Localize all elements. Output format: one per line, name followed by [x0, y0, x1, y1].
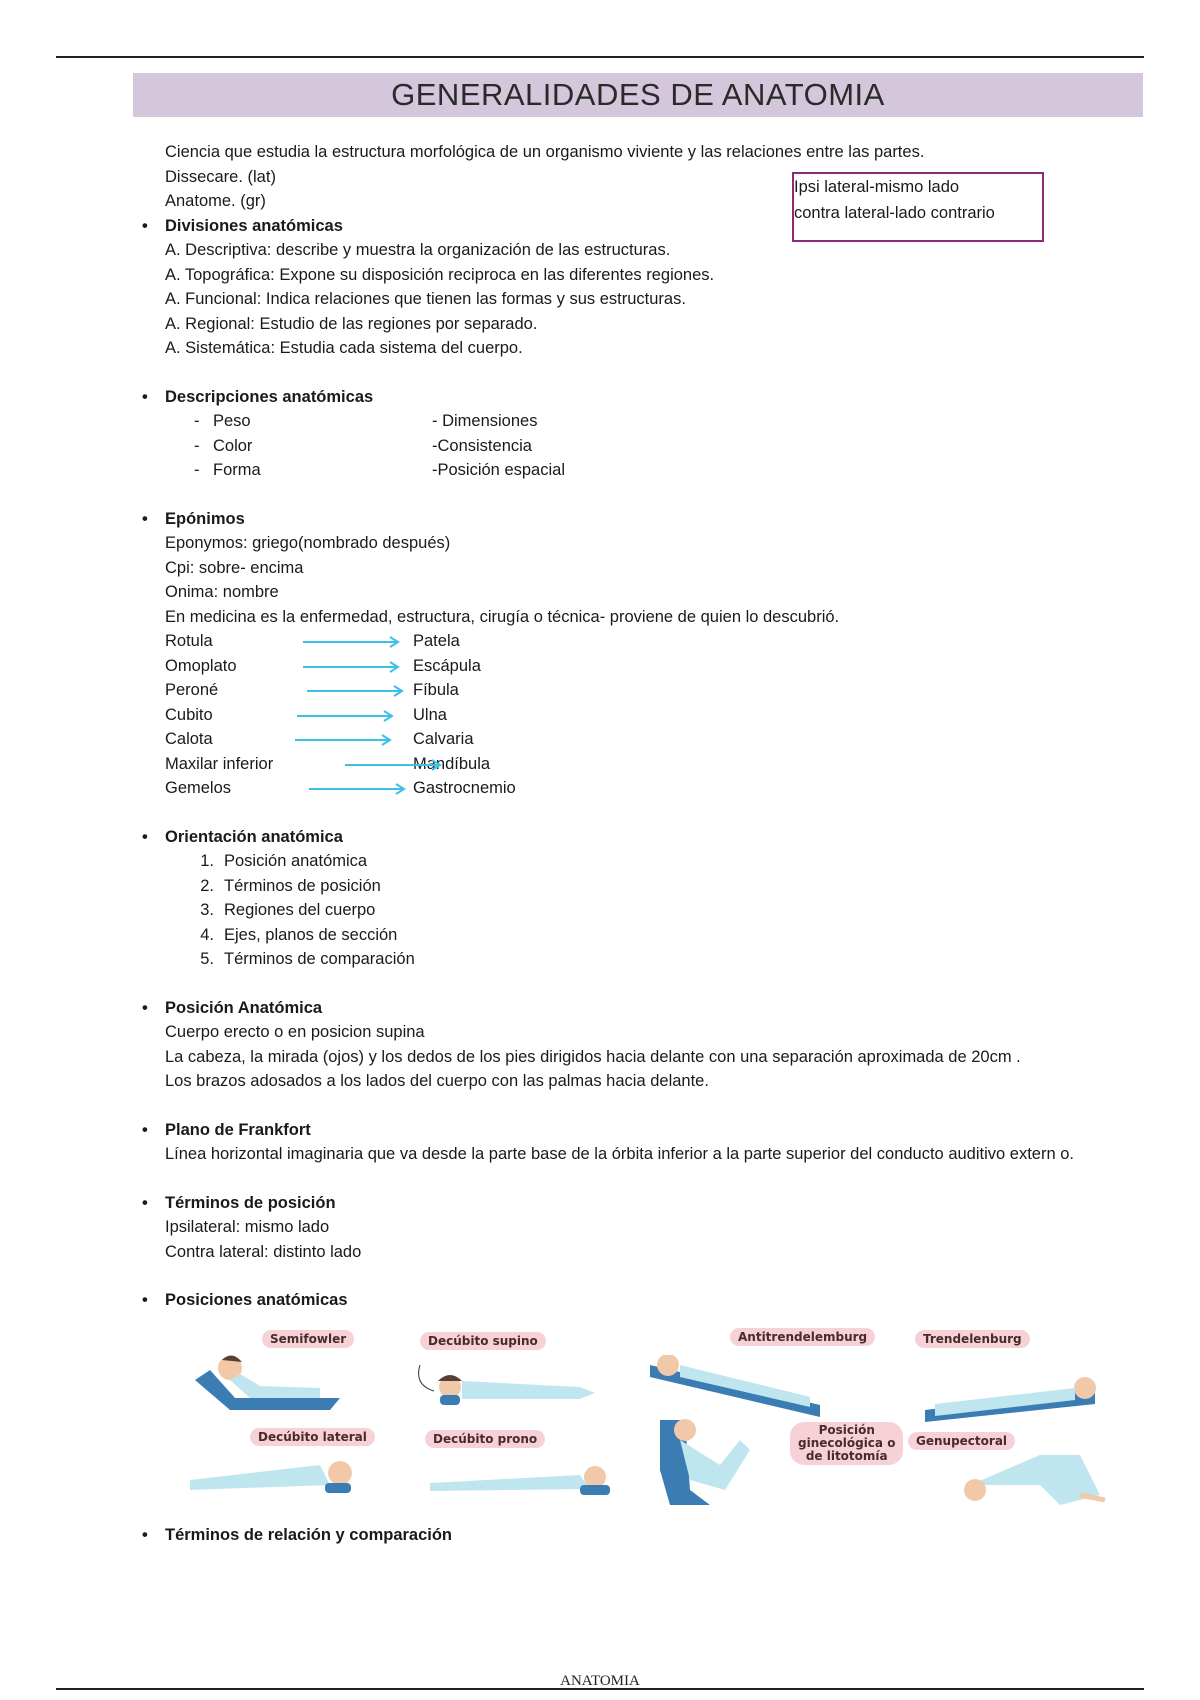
arrow-right-icon	[295, 727, 405, 751]
ginecologica-figure-icon	[650, 1410, 770, 1510]
arrow-right-icon	[345, 752, 455, 776]
decubito-supino-figure-icon	[410, 1355, 610, 1415]
section-heading-posiciones: • Posiciones anatómicas	[165, 1288, 1185, 1313]
eponimo-pair-row	[165, 678, 1185, 703]
orientation-number: 4.	[200, 925, 214, 944]
eponimo-technical-name: Patela	[413, 632, 460, 650]
orientation-number: 5.	[200, 950, 214, 968]
eponimo-technical-name: Escápula	[413, 656, 481, 675]
section-heading-orientacion: • Orientación anatómica	[165, 825, 1185, 850]
orientation-list	[165, 849, 1185, 972]
arrow-right-icon	[307, 678, 417, 702]
section-heading-relacion: • Términos de relación y comparación	[165, 1523, 1185, 1548]
tag-trendelenburg: Trendelenburg	[915, 1330, 1030, 1348]
terminos-line: Contra lateral: distinto lado	[165, 1242, 362, 1261]
tag-ginecologica	[790, 1422, 903, 1465]
page-title-text: GENERALIDADES DE ANATOMIA	[391, 77, 885, 112]
eponimo-pair-row	[165, 629, 1185, 654]
description-right: - Dimensiones	[432, 412, 538, 430]
section-heading-frankfort: • Plano de Frankfort	[165, 1118, 1185, 1143]
eponimo-common-name: Maxilar inferior	[165, 754, 274, 773]
tag-semifowler: Semifowler	[262, 1330, 354, 1348]
intro-line: Ciencia que estudia la estructura morfológica de un organismo viviente y las relaciones entre las partes.	[165, 143, 925, 161]
decubito-prono-figure-icon	[420, 1445, 620, 1505]
tag-antitrendelemburg: Antitrendelemburg	[730, 1328, 875, 1346]
arrow-right-icon	[303, 654, 413, 678]
description-left: Forma	[213, 461, 261, 479]
division-item: A. Topográfica: Expone su disposición reciproca en las diferentes regiones.	[165, 265, 715, 284]
tag-genupectoral: Genupectoral	[908, 1432, 1015, 1450]
division-item: A. Descriptiva: describe y muestra la organización de las estructuras.	[165, 241, 671, 259]
decubito-lateral-figure-icon	[180, 1445, 370, 1505]
eponimo-line: Cpi: sobre- encima	[165, 558, 304, 577]
description-row	[165, 409, 1185, 434]
tag-decubito-prono: Decúbito prono	[425, 1430, 545, 1448]
eponimo-pair-row	[165, 752, 1185, 777]
page-title	[133, 73, 1143, 117]
posicion-line: Cuerpo erecto o en posicion supina	[165, 1023, 425, 1041]
orientation-label: Ejes, planos de sección	[224, 925, 398, 944]
page-footer: ANATOMIA	[560, 1673, 640, 1689]
eponimo-line: En medicina es la enfermedad, estructura, cirugía o técnica- proviene de quien lo descubrió.	[165, 607, 840, 626]
arrow-right-icon	[303, 629, 413, 653]
eponimo-common-name: Rotula	[165, 632, 213, 650]
eponimo-pair-row	[165, 654, 1185, 679]
division-item: A. Funcional: Indica relaciones que tienen las formas y sus estructuras.	[165, 290, 686, 308]
division-item: A. Sistemática: Estudia cada sistema del cuerpo.	[165, 339, 523, 357]
eponimo-common-name: Cubito	[165, 705, 213, 724]
section-heading-eponimos: • Epónimos	[165, 507, 1185, 532]
eponimo-line: Eponymos: griego(nombrado después)	[165, 534, 451, 552]
eponimo-technical-name: Calvaria	[413, 730, 474, 748]
description-row	[165, 434, 1185, 459]
eponimo-line: Onima: nombre	[165, 583, 279, 601]
description-right: -Consistencia	[432, 436, 532, 455]
tag-ginecologica-line: Posición	[818, 1423, 875, 1437]
orientation-label: Posición anatómica	[224, 852, 368, 870]
eponimo-pair-row	[165, 703, 1185, 728]
orientation-item	[165, 874, 1185, 899]
trendelenburg-figure-icon	[915, 1360, 1105, 1430]
eponimo-common-name: Gemelos	[165, 779, 232, 797]
orientation-label: Términos de comparación	[224, 950, 415, 968]
section-heading-terminos: • Términos de posición	[165, 1191, 1185, 1216]
orientation-item	[165, 923, 1185, 948]
relacion-section	[165, 1523, 1185, 1548]
bottom-rule	[56, 1688, 1144, 1690]
lateral-note-line: Ipsi lateral-mismo lado	[794, 178, 960, 196]
arrow-right-icon	[309, 776, 419, 800]
eponimo-common-name: Omoplato	[165, 656, 237, 675]
orientation-number: 3.	[200, 901, 214, 919]
eponimo-pair-row	[165, 727, 1185, 752]
positions-illustration	[170, 1330, 1130, 1520]
lateral-note-line: contra lateral-lado contrario	[794, 204, 995, 222]
eponimo-technical-name: Mandíbula	[413, 754, 491, 773]
tag-ginecologica-line: de litotomía	[805, 1449, 888, 1463]
tag-ginecologica-line: ginecológica o	[798, 1436, 896, 1450]
document-body	[165, 140, 1185, 1313]
intro-line: Anatome. (gr)	[165, 192, 266, 210]
arrow-right-icon	[297, 703, 407, 727]
eponimo-pairs	[165, 629, 1185, 801]
description-row	[165, 458, 1185, 483]
top-rule	[56, 56, 1144, 58]
description-right: -Posición espacial	[432, 461, 565, 479]
eponimo-technical-name: Gastrocnemio	[413, 779, 516, 797]
terminos-line: Ipsilateral: mismo lado	[165, 1218, 330, 1236]
orientation-label: Regiones del cuerpo	[224, 901, 376, 919]
orientation-number: 1.	[200, 852, 214, 870]
posicion-line: Los brazos adosados a los lados del cuerpo con las palmas hacia delante.	[165, 1072, 709, 1090]
tag-decubito-supino: Decúbito supino	[420, 1332, 546, 1350]
section-heading-divisiones: • Divisiones anatómicas	[165, 214, 1185, 239]
orientation-item	[165, 849, 1185, 874]
orientation-item	[165, 898, 1185, 923]
description-left: Peso	[213, 412, 251, 430]
frankfort-line: Línea horizontal imaginaria que va desde la parte base de la órbita inferior a la parte superior del conducto auditivo extern o.	[165, 1145, 1074, 1163]
orientation-number: 2.	[200, 876, 214, 895]
division-item: A. Regional: Estudio de las regiones por separado.	[165, 314, 538, 333]
tag-decubito-lateral: Decúbito lateral	[250, 1428, 375, 1446]
orientation-label: Términos de posición	[224, 876, 381, 895]
orientation-item	[165, 947, 1185, 972]
intro-line: Dissecare. (lat)	[165, 167, 276, 186]
description-left: Color	[213, 436, 253, 455]
semifowler-figure-icon	[190, 1340, 360, 1420]
eponimo-pair-row	[165, 776, 1185, 801]
section-heading-posicion: • Posición Anatómica	[165, 996, 1185, 1021]
posicion-line: La cabeza, la mirada (ojos) y los dedos de los pies dirigidos hacia delante con una separación aproximada de 20cm .	[165, 1047, 1021, 1066]
eponimo-technical-name: Fíbula	[413, 681, 459, 699]
eponimo-common-name: Calota	[165, 730, 213, 748]
eponimo-technical-name: Ulna	[413, 705, 447, 724]
section-heading-descripciones: • Descripciones anatómicas	[165, 385, 1185, 410]
eponimo-common-name: Peroné	[165, 681, 219, 699]
